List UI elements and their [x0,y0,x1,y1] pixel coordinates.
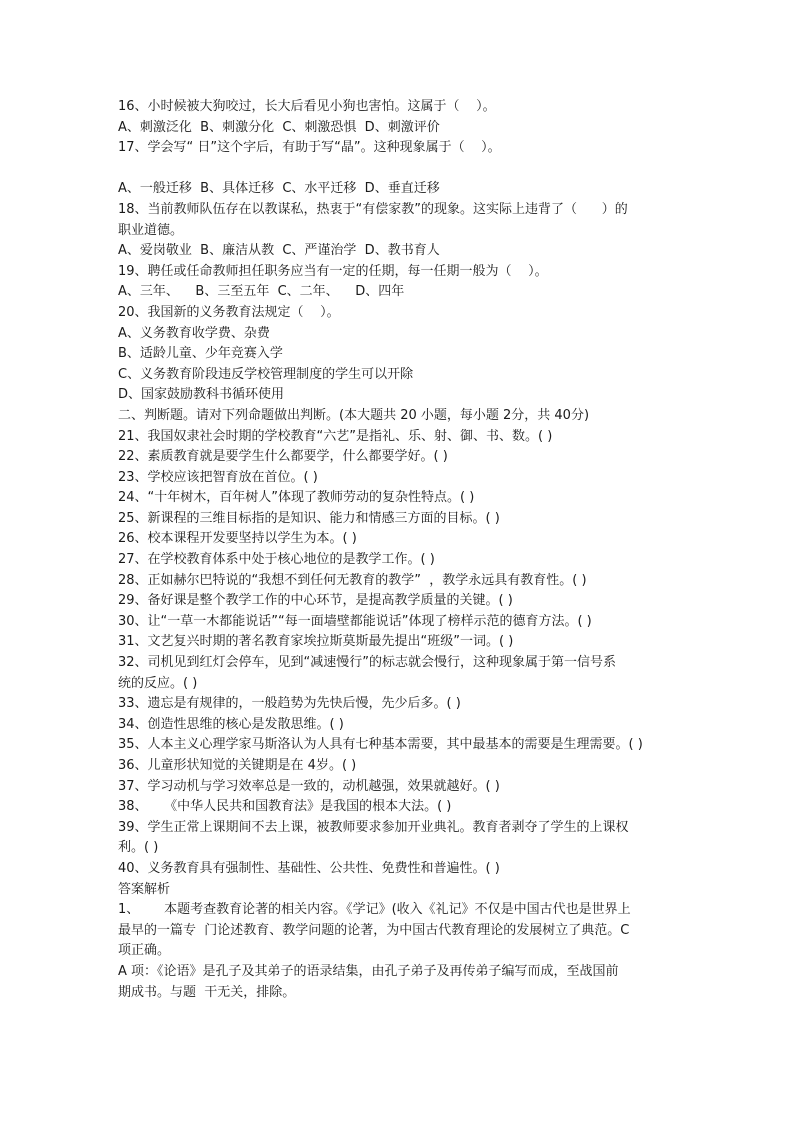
question-21: 21、我国奴隶社会时期的学校教育“六艺”是指礼、乐、射、御、书、数。( ) [118,428,553,444]
question-30: 30、让“一草一木都能说话”“每一面墙壁都能说话”体现了榜样示范的德育方法。( ) [118,613,592,629]
question-39: 39、学生正常上课期间不去上课，被教师要求参加开业典礼。教育者剥夺了学生的上课权 [118,819,629,835]
question-34: 34、创造性思维的核心是发散思维。( ) [118,716,344,732]
question-19-options: A、三年、 B、三至五年 C、二年、 D、四年 [118,284,405,300]
question-20-option-c: C、义务教育阶段违反学校管理制度的学生可以开除 [118,366,414,382]
question-29: 29、备好课是整个教学工作的中心环节，是提高教学质量的关键。( ) [118,593,513,609]
question-27: 27、在学校教育体系中处于核心地位的是教学工作。( ) [118,552,435,568]
question-17-options: A、一般迁移 B、具体迁移 C、水平迁移 D、垂直迁移 [118,181,440,197]
question-20-option-a: A、义务教育收学费、杂费 [118,325,270,341]
answer-heading: 答案解析 [118,881,171,897]
question-18-options: A、爱岗敬业 B、廉洁从教 C、严谨治学 D、教书育人 [118,243,440,259]
question-32: 32、司机见到红灯会停车，见到“减速慢行”的标志就会慢行，这种现象属于第一信号系 [118,655,617,671]
question-39-cont: 利。( ) [118,840,159,856]
document-page [118,97,698,1003]
question-37: 37、学习动机与学习效率总是一致的，动机越强，效果就越好。( ) [118,778,500,794]
question-36: 36、儿童形状知觉的关键期是在 4岁。( ) [118,758,357,773]
answer-1: 1、 本题考查教育论著的相关内容。《学记》(收入《礼记》不仅是中国古代也是世界上 [118,902,631,918]
question-19: 19、聘任或任命教师担任职务应当有一定的任期，每一任期一般为（ ）。 [118,263,548,279]
question-20-option-d: D、国家鼓励教科书循环使用 [118,387,285,403]
question-20: 20、我国新的义务教育法规定（ ）。 [118,304,340,320]
question-20-option-b: B、适龄儿童、少年竞赛入学 [118,346,283,362]
blank-line [118,159,698,180]
question-16-options: A、刺激泛化 B、刺激分化 C、刺激恐惧 D、刺激评价 [118,119,440,135]
question-24: 24、“十年树木，百年树人”体现了教师劳动的复杂性特点。( ) [118,490,475,506]
question-23: 23、学校应该把智育放在首位。( ) [118,469,318,485]
question-18: 18、当前教师队伍存在以教谋私，热衷于“有偿家教”的现象。这实际上违背了（ ）的 [118,201,628,217]
question-17: 17、学会写“ 日”这个字后，有助于写“晶”。这种现象属于（ ）。 [118,140,501,156]
answer-1-cont-2: 项正确。 [118,943,171,959]
question-40: 40、义务教育具有强制性、基础性、公共性、免费性和普遍性。( ) [118,860,500,876]
section-heading-judgement: 二、判断题。请对下列命题做出判断。(本大题共 20 小题，每小题 2分，共 40分) [118,407,590,423]
question-32-cont: 统的反应。( ) [118,675,198,691]
question-33: 33、遗忘是有规律的，一般趋势为先快后慢，先少后多。( ) [118,696,461,712]
question-18-cont: 职业道德。 [118,222,184,238]
question-38: 38、 《中华人民共和国教育法》是我国的根本大法。( ) [118,799,452,815]
question-25: 25、新课程的三维目标指的是知识、能力和情感三方面的目标。( ) [118,510,500,526]
answer-1-option-a-cont: 期成书。与题 干无关，排除。 [118,984,296,1000]
question-31: 31、文艺复兴时期的著名教育家埃拉斯莫斯最先提出“班级”一词。( ) [118,634,514,650]
question-22: 22、素质教育就是要学生什么都要学，什么都要学好。( ) [118,449,448,465]
question-28: 28、正如赫尔巴特说的“我想不到任何无教育的教学” ，教学永远具有教育性。( ) [118,572,587,588]
question-35: 35、人本主义心理学家马斯洛认为人具有七种基本需要，其中最基本的需要是生理需要。( ) [118,737,643,753]
answer-1-cont: 最早的一篇专 门论述教育、教学问题的论著，为中国古代教育理论的发展树立了典范。C [118,922,630,938]
question-26: 26、校本课程开发要坚持以学生为本。( ) [118,531,357,547]
question-16: 16、小时候被大狗咬过，长大后看见小狗也害怕。这属于（ ）。 [118,99,496,114]
answer-1-option-a: A 项：《论语》是孔子及其弟子的语录结集，由孔子弟子及再传弟子编写而成，至战国前 [118,963,619,979]
